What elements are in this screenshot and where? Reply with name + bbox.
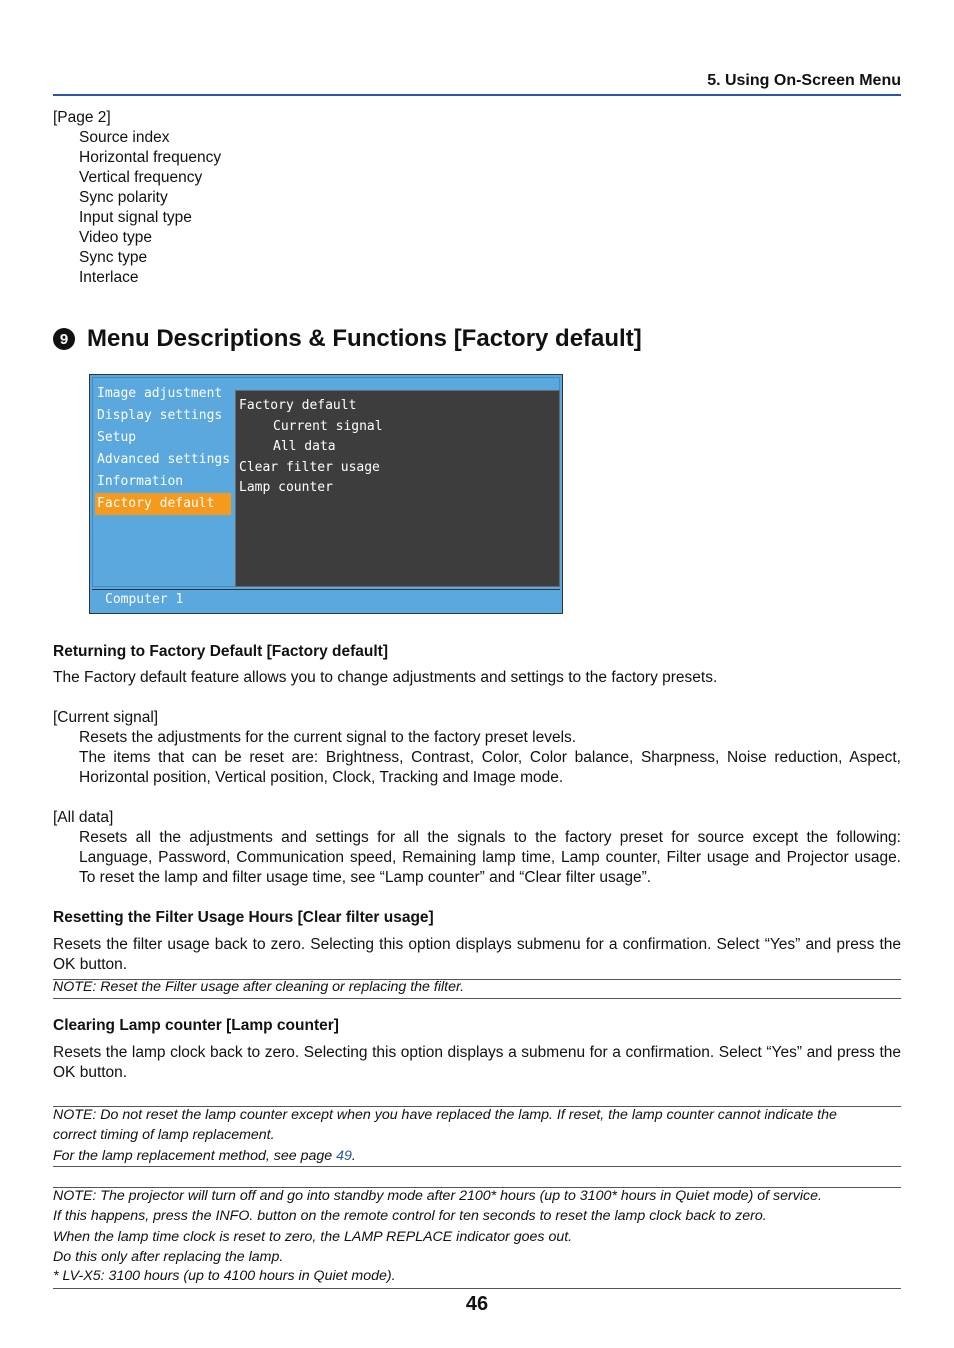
osd-menu-item-advanced-settings[interactable]: Advanced settings xyxy=(97,452,231,467)
osd-submenu-item-current-signal[interactable]: Current signal xyxy=(273,418,383,434)
lamp-note1-line2: correct timing of lamp replacement. xyxy=(53,1127,275,1143)
all-data-desc: Resets all the adjustments and settings for all the signals to the factory preset for source except the following: Language, Password, Communication speed, Remaining lamp time, Lamp counter, Filter usage and Projector usage. To reset the lamp and filter usage time, see “Lamp counter” and “Clear filter usage”. xyxy=(79,829,901,886)
divider xyxy=(53,1288,901,1289)
page-number: 46 xyxy=(465,1293,489,1315)
osd-status-bar xyxy=(92,589,560,611)
list-item: Horizontal frequency xyxy=(79,149,222,166)
all-data-label: [All data] xyxy=(53,809,114,826)
osd-menu-screenshot xyxy=(89,374,563,614)
osd-submenu-item-all-data[interactable]: All data xyxy=(273,439,336,454)
list-item: Interlace xyxy=(79,269,139,286)
chapter-title: 5. Using On-Screen Menu xyxy=(707,72,901,89)
current-signal-items: The items that can be reset are: Brightness, Contrast, Color, Color balance, Sharpness, Noise reduction, Aspect, Horizontal position, Vertical position, Clock, Tracking and Image mode. xyxy=(79,749,901,786)
running-header xyxy=(53,70,901,96)
osd-menu-item-image-adjustment[interactable]: Image adjustment xyxy=(97,386,223,401)
lamp-note2-line: NOTE: The projector will turn off and go into standby mode after 2100* hours (up to 3100* hours in Quiet mode) of service. xyxy=(53,1188,822,1204)
osd-menu-item-information[interactable]: Information xyxy=(97,474,184,489)
page2-label: [Page 2] xyxy=(53,109,111,126)
divider xyxy=(53,998,901,999)
current-signal-label: [Current signal] xyxy=(53,709,159,726)
list-item: Sync polarity xyxy=(79,189,168,206)
osd-source-label: Computer 1 xyxy=(105,592,184,607)
osd-menu-item-setup[interactable]: Setup xyxy=(97,430,137,445)
section-title xyxy=(53,325,642,353)
lamp-desc: Resets the lamp clock back to zero. Selecting this option displays a submenu for a confirmation. Select “Yes” and press the OK button. xyxy=(53,1044,901,1081)
lamp-note2-line: When the lamp time clock is reset to zero, the LAMP REPLACE indicator goes out. xyxy=(53,1229,573,1245)
lamp-note2-line: If this happens, press the INFO. button on the remote control for ten seconds to reset the lamp clock back to zero. xyxy=(53,1208,767,1224)
heading-clear-filter-usage: Resetting the Filter Usage Hours [Clear filter usage] xyxy=(53,909,434,926)
osd-submenu-panel xyxy=(235,390,560,587)
heading-lamp-counter: Clearing Lamp counter [Lamp counter] xyxy=(53,1017,339,1034)
lamp-note1-line1: NOTE: Do not reset the lamp counter except when you have replaced the lamp. If reset, the lamp counter cannot indicate the xyxy=(53,1107,837,1123)
list-item: Sync type xyxy=(79,249,148,266)
list-item: Vertical frequency xyxy=(79,169,203,186)
osd-submenu-item-factory-default[interactable]: Factory default xyxy=(239,398,357,413)
osd-submenu-item-clear-filter-usage[interactable]: Clear filter usage xyxy=(239,459,380,475)
lamp-note2-line: Do this only after replacing the lamp. xyxy=(53,1249,284,1265)
osd-menu-body xyxy=(92,377,560,587)
section-number-icon: 9 xyxy=(53,328,75,350)
heading-returning-factory-default: Returning to Factory Default [Factory default] xyxy=(53,643,388,660)
returning-intro: The Factory default feature allows you to change adjustments and settings to the factory presets. xyxy=(53,669,718,686)
lamp-note1-prefix: For the lamp replacement method, see page xyxy=(53,1148,337,1164)
page-link[interactable]: 49 xyxy=(336,1148,352,1164)
filter-desc: Resets the filter usage back to zero. Selecting this option displays submenu for a confirmation. Select “Yes” and press the OK button. xyxy=(53,936,901,973)
current-signal-desc: Resets the adjustments for the current signal to the factory preset levels. xyxy=(79,729,577,746)
filter-note: NOTE: Reset the Filter usage after cleaning or replacing the filter. xyxy=(53,979,465,995)
lamp-note1-line3 xyxy=(53,1146,356,1167)
osd-submenu xyxy=(239,396,383,499)
osd-submenu-item-lamp-counter[interactable]: Lamp counter xyxy=(239,480,333,495)
list-item: Video type xyxy=(79,229,152,246)
osd-menu-item-factory-default[interactable]: Factory default xyxy=(95,493,231,515)
section-title-text: Menu Descriptions & Functions [Factory default] xyxy=(87,325,642,352)
lamp-note2-line: * LV-X5: 3100 hours (up to 4100 hours in Quiet mode). xyxy=(53,1268,396,1284)
page2-item-list xyxy=(79,128,221,288)
list-item: Input signal type xyxy=(79,209,192,226)
divider xyxy=(53,1166,901,1167)
osd-menu-item-display-settings[interactable]: Display settings xyxy=(97,408,223,423)
list-item: Source index xyxy=(79,129,170,146)
lamp-note1-suffix: . xyxy=(351,1148,356,1164)
osd-main-menu xyxy=(95,383,231,515)
